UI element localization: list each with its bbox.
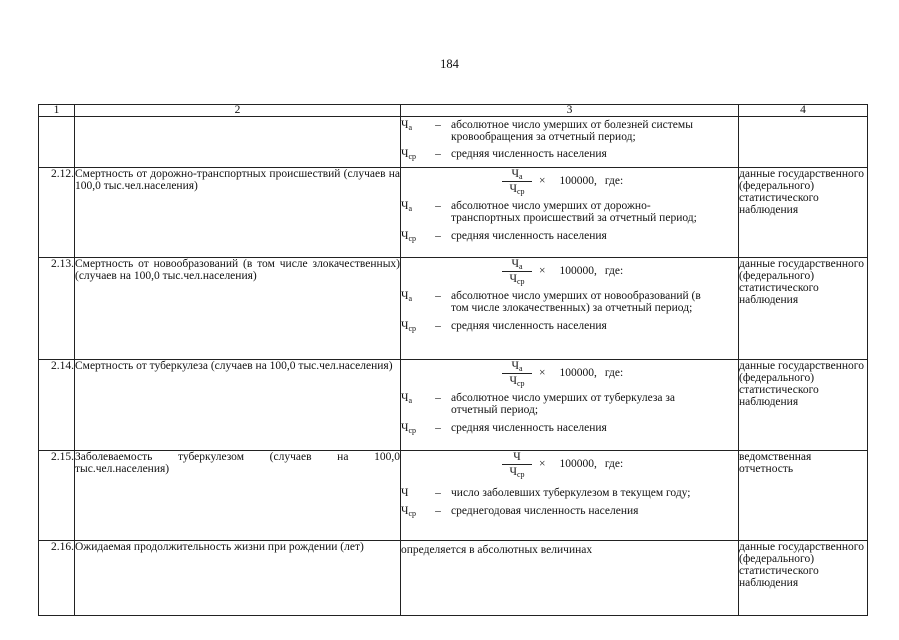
formula-cell (401, 360, 739, 451)
definition (401, 119, 738, 143)
where-label: где: (604, 175, 624, 187)
fraction (501, 360, 533, 387)
definition-text: абсолютное число умерших от болезней системы кровообращения за отчетный период; (451, 119, 693, 143)
definition-dash: – (435, 290, 441, 302)
definition-text: средняя численность населения (451, 320, 607, 332)
indicator-name: Смертность от дорожно-транспортных происшествий (случаев на 100,0 тыс.чел.населения) (75, 168, 401, 258)
fraction (501, 168, 533, 195)
continuation-row (39, 117, 868, 168)
definition-symbol: $Ч_{ср}$ (401, 320, 417, 333)
formula-cell (401, 451, 739, 541)
source-cell: данные государственного (федерального) статистического наблюдения (739, 258, 868, 360)
formula-cell (401, 168, 739, 258)
definition-symbol: Ч (401, 487, 409, 499)
formula-cell: определяется в абсолютных величинах (401, 541, 739, 616)
header-row (39, 105, 868, 117)
fraction (501, 451, 533, 478)
definition (401, 148, 738, 160)
table-row (39, 258, 868, 360)
formula (401, 258, 738, 284)
definition-dash: – (435, 422, 441, 434)
multiplier: 100000, (559, 175, 597, 187)
row-number: 2.15. (39, 451, 75, 541)
definition-symbol: $Ч_{ср}$ (401, 422, 417, 435)
row-number: 2.14. (39, 360, 75, 451)
fraction-numerator: $Ч_а$ (502, 258, 532, 272)
definition (401, 505, 738, 517)
definition-symbol: $Ч_а$ (401, 392, 413, 405)
formula-cell (401, 258, 739, 360)
multiplier: 100000, (559, 458, 597, 470)
table-row (39, 360, 868, 451)
source-cell: данные государственного (федерального) статистического наблюдения (739, 168, 868, 258)
multiplier: 100000, (559, 265, 597, 277)
table-row (39, 451, 868, 541)
definition-dash: – (435, 230, 441, 242)
definition-text: абсолютное число умерших от дорожно-транспортных происшествий за отчетный период; (451, 200, 697, 224)
multiplier: 100000, (559, 367, 597, 379)
fraction-numerator: $Ч_а$ (502, 168, 532, 182)
definition-symbol: $Ч_а$ (401, 290, 413, 303)
definition-dash: – (435, 487, 441, 499)
multiply-sign: × (539, 367, 546, 379)
continuation-formula-cell (401, 117, 739, 168)
multiply-sign: × (539, 175, 546, 187)
continuation-num-cell (39, 117, 75, 168)
multiply-sign: × (539, 265, 546, 277)
table-row (39, 168, 868, 258)
definition (401, 200, 738, 224)
definition-symbol: $Ч_а$ (401, 119, 413, 132)
indicator-name: Смертность от туберкулеза (случаев на 100,0 тыс.чел.населения) (75, 360, 401, 451)
source-cell: данные государственного (федерального) статистического наблюдения (739, 541, 868, 616)
definition-dash: – (435, 392, 441, 404)
definition-text: средняя численность населения (451, 230, 607, 242)
definition (401, 422, 738, 434)
header-col-3: 3 (401, 105, 739, 117)
definition-text: абсолютное число умерших от туберкулеза за отчетный период; (451, 392, 676, 416)
continuation-source-cell (739, 117, 868, 168)
header-col-1: 1 (39, 105, 75, 117)
definition-dash: – (435, 505, 441, 517)
definition-symbol: $Ч_{ср}$ (401, 148, 417, 161)
definition-text: число заболевших туберкулезом в текущем году; (451, 487, 691, 499)
formula (401, 451, 738, 477)
header-col-2: 2 (75, 105, 401, 117)
where-label: где: (604, 458, 624, 470)
source-cell: ведомственная отчетность (739, 451, 868, 541)
continuation-name-cell (75, 117, 401, 168)
source-cell: данные государственного (федерального) статистического наблюдения (739, 360, 868, 451)
multiply-sign: × (539, 458, 546, 470)
definition-dash: – (435, 320, 441, 332)
where-label: где: (604, 367, 624, 379)
definition (401, 487, 738, 499)
table-row (39, 541, 868, 616)
definition-text: среднегодовая численность населения (451, 505, 639, 517)
fraction-denominator: $Ч_{ср}$ (509, 182, 525, 196)
indicators-table (38, 104, 868, 616)
definition-dash: – (435, 148, 441, 160)
page-number: 184 (440, 57, 459, 71)
indicator-name: Заболеваемость туберкулезом (случаев на 100,0 тыс.чел.населения) (75, 451, 401, 541)
indicator-name: Ожидаемая продолжительность жизни при рождении (лет) (75, 541, 401, 616)
definition-symbol: $Ч_{ср}$ (401, 505, 417, 518)
definition-symbol: $Ч_а$ (401, 200, 413, 213)
fraction-denominator: $Ч_{ср}$ (509, 272, 525, 286)
definition (401, 320, 738, 332)
fraction-denominator: $Ч_{ср}$ (509, 374, 525, 388)
definition-symbol: $Ч_{ср}$ (401, 230, 417, 243)
where-label: где: (604, 265, 624, 277)
fraction (501, 258, 533, 285)
row-number: 2.12. (39, 168, 75, 258)
definition-text: абсолютное число умерших от новообразований (в том числе злокачественных) за отчетный период; (451, 290, 701, 314)
indicator-name: Смертность от новообразований (в том числе злокачественных) (случаев на 100,0 тыс.чел.населения) (75, 258, 401, 360)
row-number: 2.16. (39, 541, 75, 616)
formula (401, 168, 738, 194)
fraction-numerator: Ч (502, 451, 532, 465)
definition-text: средняя численность населения (451, 148, 607, 160)
definition-dash: – (435, 119, 441, 131)
definition-text: средняя численность населения (451, 422, 607, 434)
definition (401, 392, 738, 416)
definition (401, 290, 738, 314)
fraction-numerator: $Ч_а$ (502, 360, 532, 374)
header-col-4: 4 (739, 105, 868, 117)
row-number: 2.13. (39, 258, 75, 360)
definition (401, 230, 738, 242)
fraction-denominator: $Ч_{ср}$ (509, 465, 525, 479)
formula (401, 360, 738, 386)
definition-dash: – (435, 200, 441, 212)
